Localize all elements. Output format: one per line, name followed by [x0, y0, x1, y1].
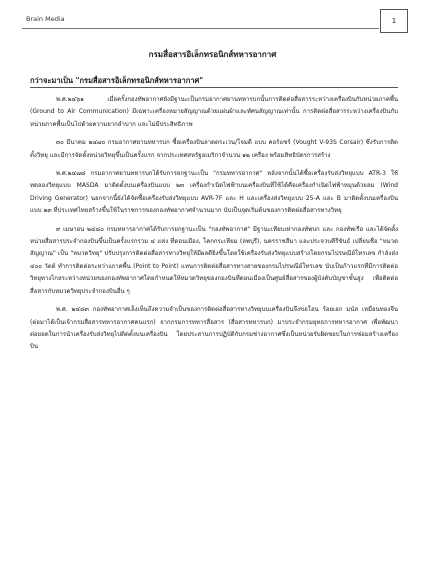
section-heading: กว่าจะมาเป็น "กรมสื่อสารอิเล็กทรอนิกส์ทหารอากาศ"	[30, 76, 204, 85]
paragraph-2: ๓๐ มีนาคม ๒๔๗๐ กรมอากาศยานทหารบก ซื้อเครื่องบินลาดตระเวน/โจมตี แบบ คอร์แซร์ (Vought V-93S Corsair) ซึ่งรับการติดตั้งวิทยุ และมีการจัดตั้งหน่วยวิทยุขึ้นเป็นครั้งแรก จากประเทศสหรัฐอเมริกาจำนวน ๑๒ เครื่อง พร้อมสิทธิบัตรการสร้าง	[30, 139, 398, 159]
document-body	[30, 94, 398, 360]
page-header	[0, 0, 425, 36]
header-divider	[22, 28, 379, 29]
heading-underline	[30, 87, 398, 88]
paragraph-4: ๙ เมษายน ๒๔๘๐ กรมทหารอากาศได้รับการยกฐานะเป็น "กองทัพอากาศ" มีฐานะเทียบเท่ากองทัพบก และ กองทัพเรือ และได้จัดตั้งหน่วยสื่อสารประจำกองบินขึ้นเป็นครั้งแรกรวม ๔ แห่ง ที่ดอนเมือง, โคกกระเทียม (ลพบุรี), นครราชสีมา และประจวบคีรีขันธ์ เปลี่ยนชื่อ "หมวดสัญญาณ" เป็น "หมวดวิทยุ" ปรับปรุงการติดต่อสื่อสารทางวิทยุให้มีผลดียิ่งขึ้นโดยใช้เครื่องรับส่งวิทยุแบบสร้างโดยกรมไปรษณีย์โทรเลข กำลังส่ง ๔๐๐ วัตต์ ทำการติดต่อระหว่างภาคพื้น (Point to Point) แทนการติดต่อสื่อสารทางสายของกรมไปรษณีย์โทรเลข นับเป็นก้าวแรกที่มีการติดต่อวิทยุทางไกลระหว่างหน่วยของกองทัพอากาศโดยกำหนดให้หมวดวิทยุของกองบินที่ดอนเมืองเป็นศูนย์สื่อสารของผู้บังคับบัญชาชั้นสูง เพื่อติดต่อสื่อสารกับหมวดวิทยุประจำกองบินอื่น ๆ	[30, 225, 398, 295]
paragraph-3: พ.ศ.๒๔๗๘ กรมอากาศยานทหารบกได้รับการยกฐานะเป็น "กรมทหารอากาศ" หลังจากนั้นได้ซื้อเครื่องรับส่งวิทยุแบบ ATR-3 ใช้ทดลองวิทยุแบบ MASDA มาติดตั้งบนเครื่องบินแบบ ๒๓ เครื่องกำเนิดไฟฟ้าบนเครื่องบินที่ใช้ได้คือเครื่องกำเนิดไฟฟ้าหมุนด้วยลม (Wind Driving Generator) นอกจากนี้ยังได้จัดซื้อเครื่องรับส่งวิทยุแบบ AVR-7F และ H และเครื่องส่งวิทยุแบบ 25-A และ B มาติดตั้งบนเครื่องบินแบบ ๒๓ ที่ประเทศไทยสร้างขึ้นใช้ในราชการของกองทัพอากาศจำนวนมาก นับเป็นจุดเริ่มต้นของการติดต่อสื่อสารทางวิทยุ	[30, 170, 398, 215]
brand-label: Brain Media	[26, 15, 65, 23]
paragraph-5: พ.ศ. ๒๔๘๓ กองทัพอากาศเล็งเห็นถึงความจำเป็นของการติดต่อสื่อสารทางวิทยุบนเครื่องบินจึงขอโอน ร้อยเอก มนัส เหมือนทองจีน (ต่อมาได้เป็นเจ้ากรมสื่อสารทหารอากาศคนแรก) จากกรมการทหารสื่อสาร (สื่อสารทหารบก) มาประจำกรมยุทธการทหารอากาศ เพื่อพัฒนาต่อยอดในการนำเครื่องรับส่งวิทยุไปติดตั้งบนเครื่องบิน โดยประสานการปฏิบัติกับกรมช่างอากาศซึ่งเป็นหน่วยรับผิดชอบในการซ่อมสร้างเครื่องบิน	[30, 306, 398, 351]
paragraph-1: พ.ศ.๒๔๖๑ เมื่อครั้งกองทัพอากาศยังมีฐานะเป็นกรมอากาศยานทหารบกนั้นการติดต่อสื่อสารระหว่างเครื่องบินกับหน่วยภาคพื้น (Ground to Air Communication) มีเฉพาะเครื่องหมายสัญญาณด้วยแผ่นผ้าและทัศนสัญญาณเท่านั้น การติดต่อสื่อสารระหว่างเครื่องบินกับหน่วยภาคพื้นเป็นไปด้วยความยากลำบาก และไม่มีประสิทธิภาพ	[30, 96, 398, 128]
page-number: 1	[380, 9, 408, 33]
document-title: กรมสื่อสารอิเล็กทรอนิกส์ทหารอากาศ	[148, 50, 277, 59]
